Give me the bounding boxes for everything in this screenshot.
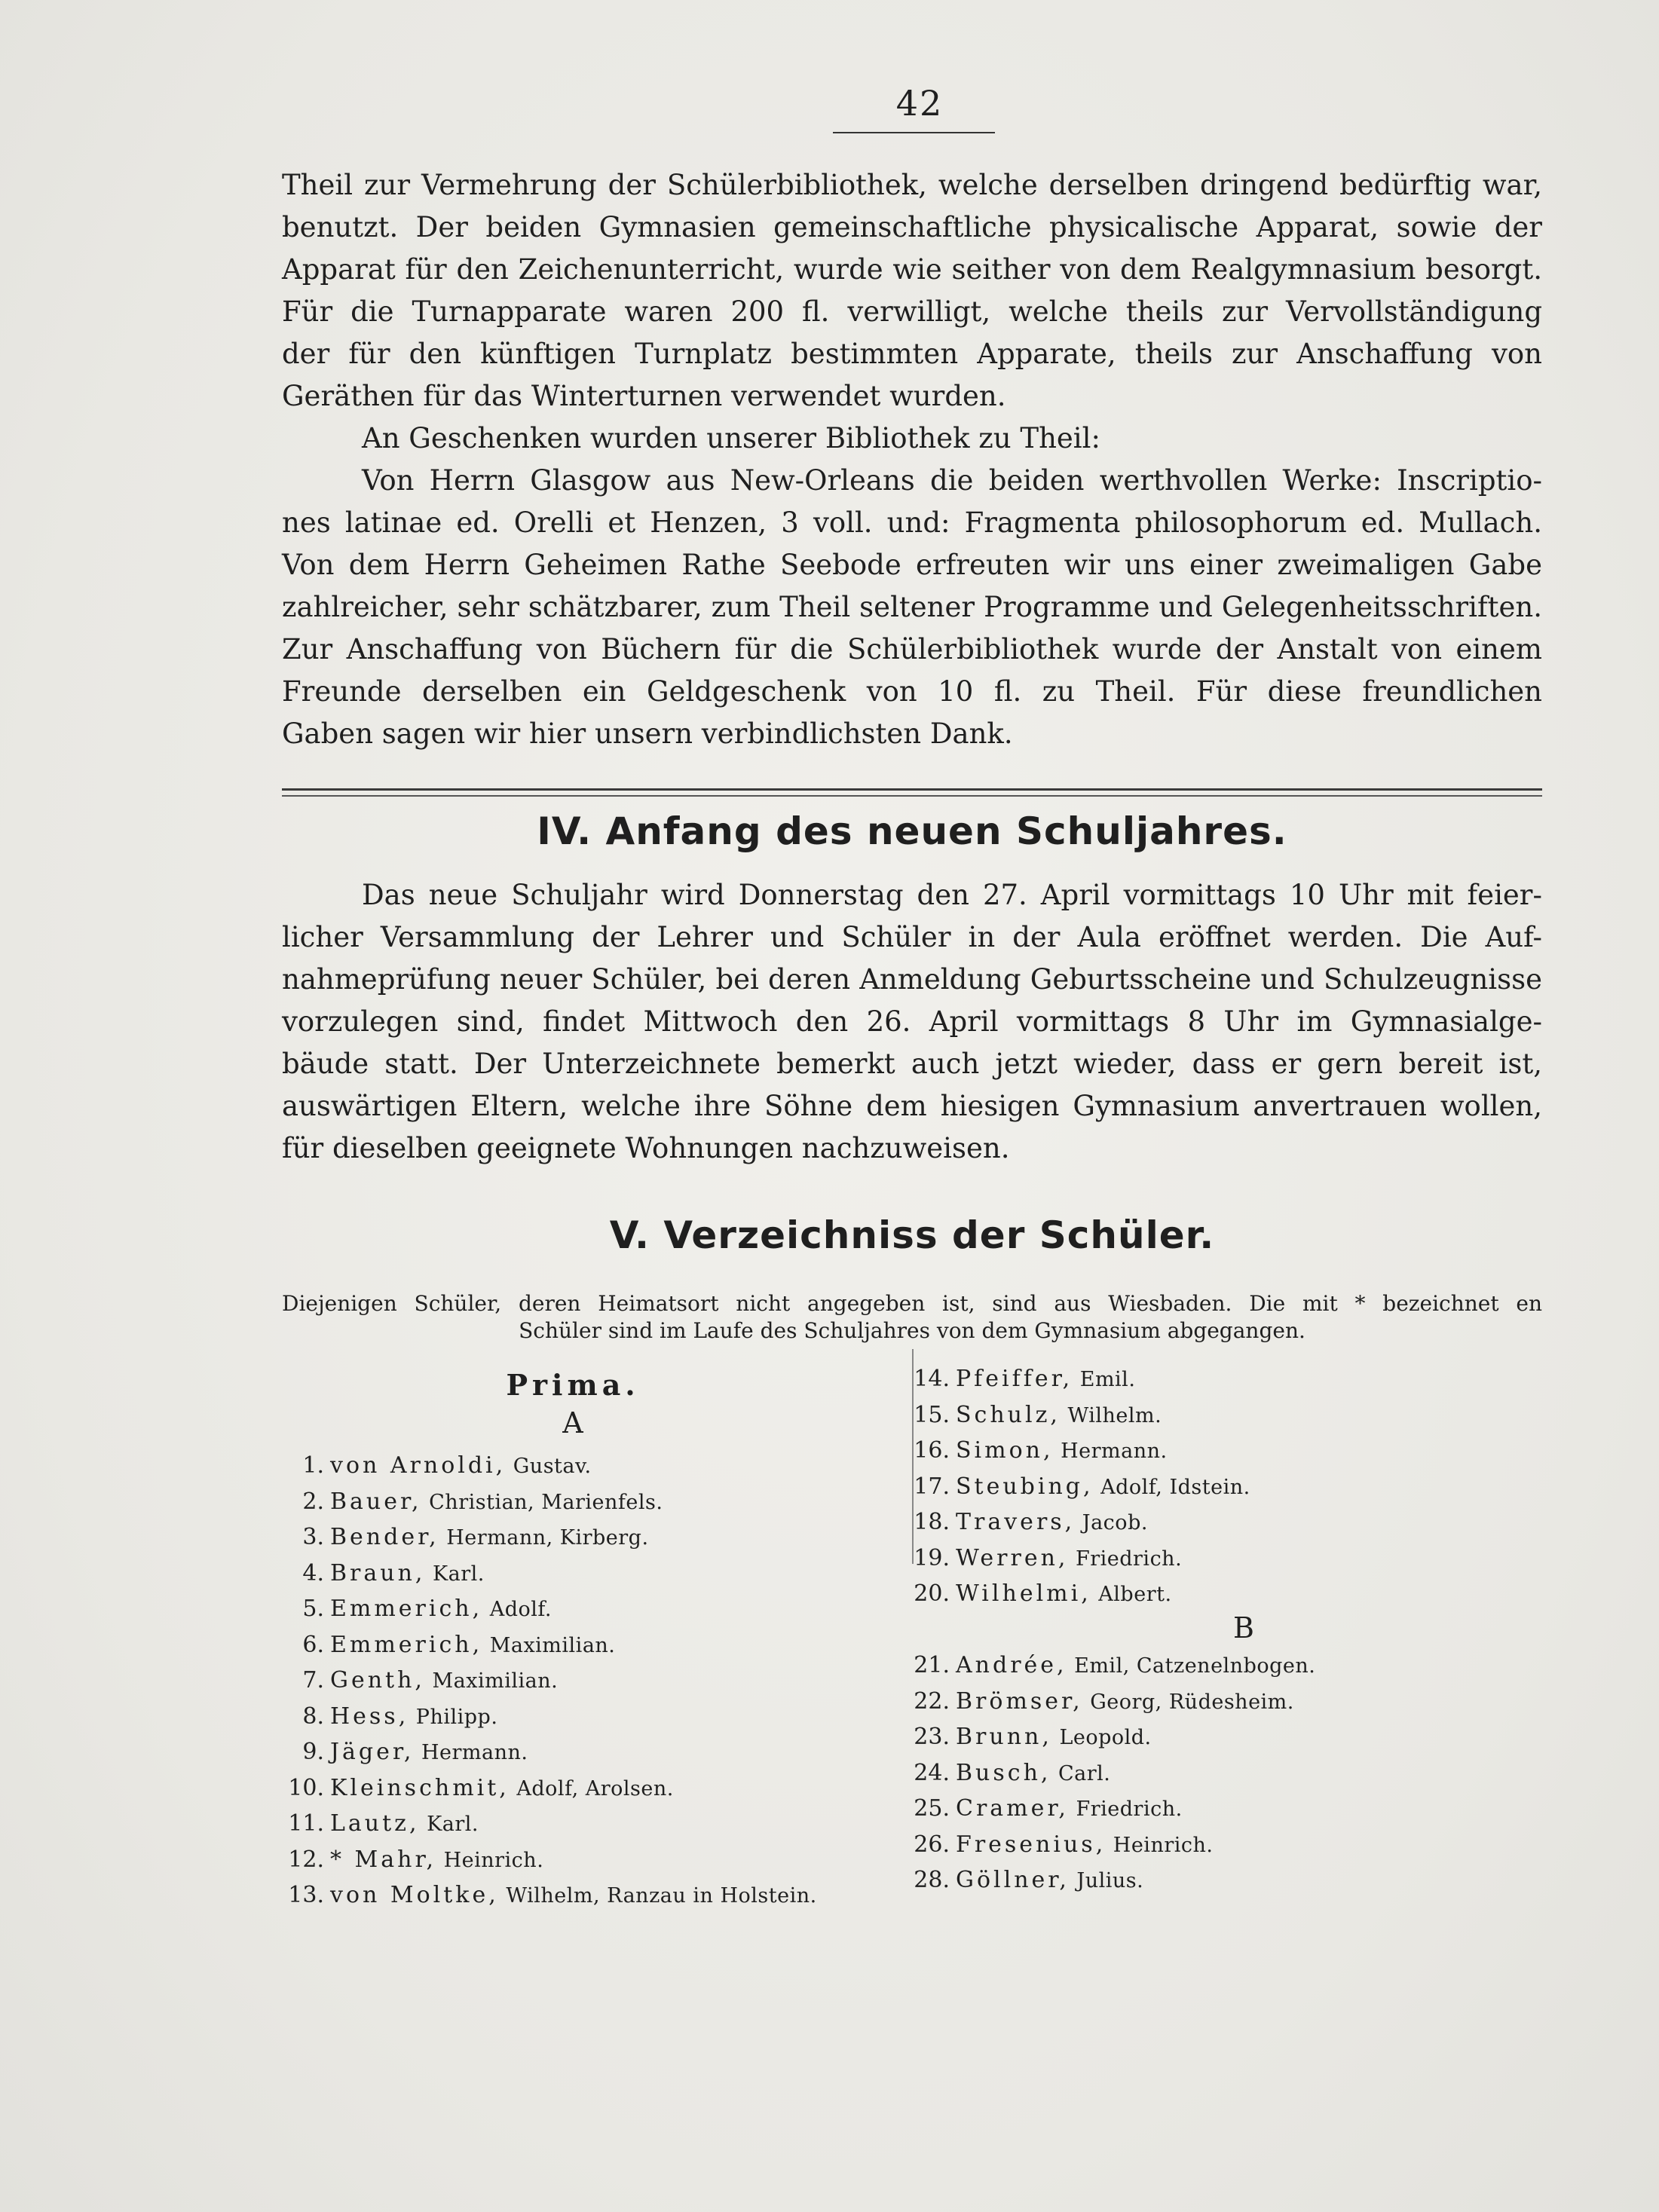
section-5-heading: V. Verzeichniss der Schüler. bbox=[609, 1213, 1215, 1257]
text-line: Von Herrn Glasgow aus New-Orleans die beiden werthvollen Werke: Inscriptio- bbox=[362, 464, 1542, 497]
student-list-right-a bbox=[904, 1361, 1250, 1612]
text-line: Für die Turnapparate waren 200 fl. verwilligt, welche theils zur Vervollständigung bbox=[282, 295, 1542, 328]
paragraph-gifts bbox=[282, 460, 1542, 755]
class-heading-prima: Prima. bbox=[506, 1368, 640, 1402]
list-item: 23. Brunn, Leopold. bbox=[914, 1724, 1152, 1750]
text-line: auswärtigen Eltern, welche ihre Söhne dem hiesigen Gymnasium anvertrauen wollen, bbox=[282, 1090, 1542, 1122]
text-line: licher Versammlung der Lehrer und Schüler in der Aula eröffnet werden. Die Auf- bbox=[282, 921, 1542, 953]
text-line: vorzulegen sind, findet Mittwoch den 26. April vormittags 8 Uhr im Gymnasialge- bbox=[282, 1005, 1542, 1038]
list-item: 11. Lautz, Karl. bbox=[288, 1810, 479, 1837]
list-item: 24. Busch, Carl. bbox=[914, 1759, 1111, 1786]
page-number: 42 bbox=[895, 83, 944, 124]
list-item: 9. Jäger, Hermann. bbox=[302, 1739, 528, 1765]
text-line: Theil zur Vermehrung der Schülerbibliothek, welche derselben dringend bedürftig war, bbox=[282, 169, 1542, 201]
list-item: 15. Schulz, Wilhelm. bbox=[914, 1401, 1162, 1428]
student-list-note bbox=[282, 1290, 1542, 1345]
student-list-right-b bbox=[904, 1648, 1315, 1898]
list-item: 2. Bauer, Christian, Marienfels. bbox=[302, 1488, 663, 1515]
text-line: bäude statt. Der Unterzeichnete bemerkt auch jetzt wieder, dass er gern bereit ist, bbox=[282, 1048, 1542, 1080]
list-item: 28. Göllner, Julius. bbox=[914, 1867, 1144, 1893]
list-item: 22. Brömser, Georg, Rüdesheim. bbox=[914, 1687, 1294, 1715]
text-line: Das neue Schuljahr wird Donnerstag den 27. April vormittags 10 Uhr mit feier- bbox=[362, 879, 1542, 911]
list-item: 1. von Arnoldi, Gustav. bbox=[302, 1452, 592, 1479]
text-line: der für den künftigen Turnplatz bestimmten Apparate, theils zur Anschaffung von bbox=[282, 338, 1542, 370]
list-item: 12. * Mahr, Heinrich. bbox=[288, 1846, 544, 1873]
text-line: Freunde derselben ein Geldgeschenk von 10 fl. zu Theil. Für diese freundlichen bbox=[282, 675, 1542, 708]
text-line: Gaben sagen wir hier unsern verbindlichsten Dank. bbox=[282, 717, 1013, 750]
text-line: nes latinae ed. Orelli et Henzen, 3 voll. und: Fragmenta philosophorum ed. Mullach. bbox=[282, 506, 1542, 539]
text-line: für dieselben geeignete Wohnungen nachzuweisen. bbox=[282, 1132, 1010, 1164]
group-heading-a: A bbox=[562, 1406, 583, 1439]
text-line: benutzt. Der beiden Gymnasien gemeinschaftliche physicalische Apparat, sowie der bbox=[282, 211, 1542, 243]
list-item: 13. von Moltke, Wilhelm, Ranzau in Holstein. bbox=[288, 1882, 817, 1908]
list-item: 19. Werren, Friedrich. bbox=[914, 1544, 1183, 1571]
list-item: 25. Cramer, Friedrich. bbox=[914, 1795, 1183, 1822]
group-heading-b: B bbox=[1233, 1611, 1254, 1644]
text-line: nahmeprüfung neuer Schüler, bei deren Anmeldung Geburtsscheine und Schulzeugnisse bbox=[282, 963, 1542, 996]
text-line: zahlreicher, sehr schätzbarer, zum Theil seltener Programme und Gelegenheitsschriften. bbox=[282, 591, 1542, 623]
section-4-heading: IV. Anfang des neuen Schuljahres. bbox=[537, 809, 1287, 853]
note-line: Schüler sind im Laufe des Schuljahres von dem Gymnasium abgegangen. bbox=[519, 1318, 1305, 1343]
list-item: 18. Travers, Jacob. bbox=[914, 1509, 1148, 1535]
list-item: 14. Pfeiffer, Emil. bbox=[914, 1366, 1136, 1392]
list-item: 10. Kleinschmit, Adolf, Arolsen. bbox=[288, 1774, 674, 1801]
list-item: 5. Emmerich, Adolf. bbox=[302, 1596, 552, 1622]
list-item: 26. Fresenius, Heinrich. bbox=[914, 1831, 1214, 1858]
text-line: Geräthen für das Winterturnen verwendet wurden. bbox=[282, 380, 1006, 412]
list-item: 4. Braun, Karl. bbox=[302, 1559, 485, 1586]
text-line: Von dem Herrn Geheimen Rathe Seebode erfreuten wir uns einer zweimaligen Gabe bbox=[282, 549, 1542, 581]
list-item: 20. Wilhelmi, Albert. bbox=[914, 1580, 1172, 1607]
note-line: Diejenigen Schüler, deren Heimatsort nicht angegeben ist, sind aus Wiesbaden. Die mit * bezeichnet en bbox=[282, 1291, 1542, 1316]
student-list-left bbox=[279, 1448, 817, 1914]
text-line: Zur Anschaffung von Büchern für die Schülerbibliothek wurde der Anstalt von einem bbox=[282, 633, 1542, 665]
list-item: 16. Simon, Hermann. bbox=[914, 1437, 1168, 1464]
page-number-rule bbox=[833, 132, 995, 133]
paragraph-gifts-intro bbox=[282, 418, 1542, 460]
list-item: 8. Hess, Philipp. bbox=[302, 1703, 498, 1730]
list-item: 7. Genth, Maximilian. bbox=[302, 1667, 559, 1693]
list-item: 3. Bender, Hermann, Kirberg. bbox=[302, 1524, 649, 1550]
list-item: 17. Steubing, Adolf, Idstein. bbox=[914, 1473, 1250, 1500]
list-item: 21. Andrée, Emil, Catzenelnbogen. bbox=[914, 1652, 1316, 1678]
text-line: An Geschenken wurden unserer Bibliothek zu Theil: bbox=[362, 422, 1100, 454]
text-line: Apparat für den Zeichenunterricht, wurde wie seither von dem Realgymnasium besorgt. bbox=[282, 253, 1542, 286]
list-item: 6. Emmerich, Maximilian. bbox=[302, 1631, 616, 1658]
paragraph-library bbox=[282, 164, 1542, 418]
section-divider bbox=[282, 788, 1542, 797]
paragraph-new-school-year bbox=[282, 874, 1542, 1170]
